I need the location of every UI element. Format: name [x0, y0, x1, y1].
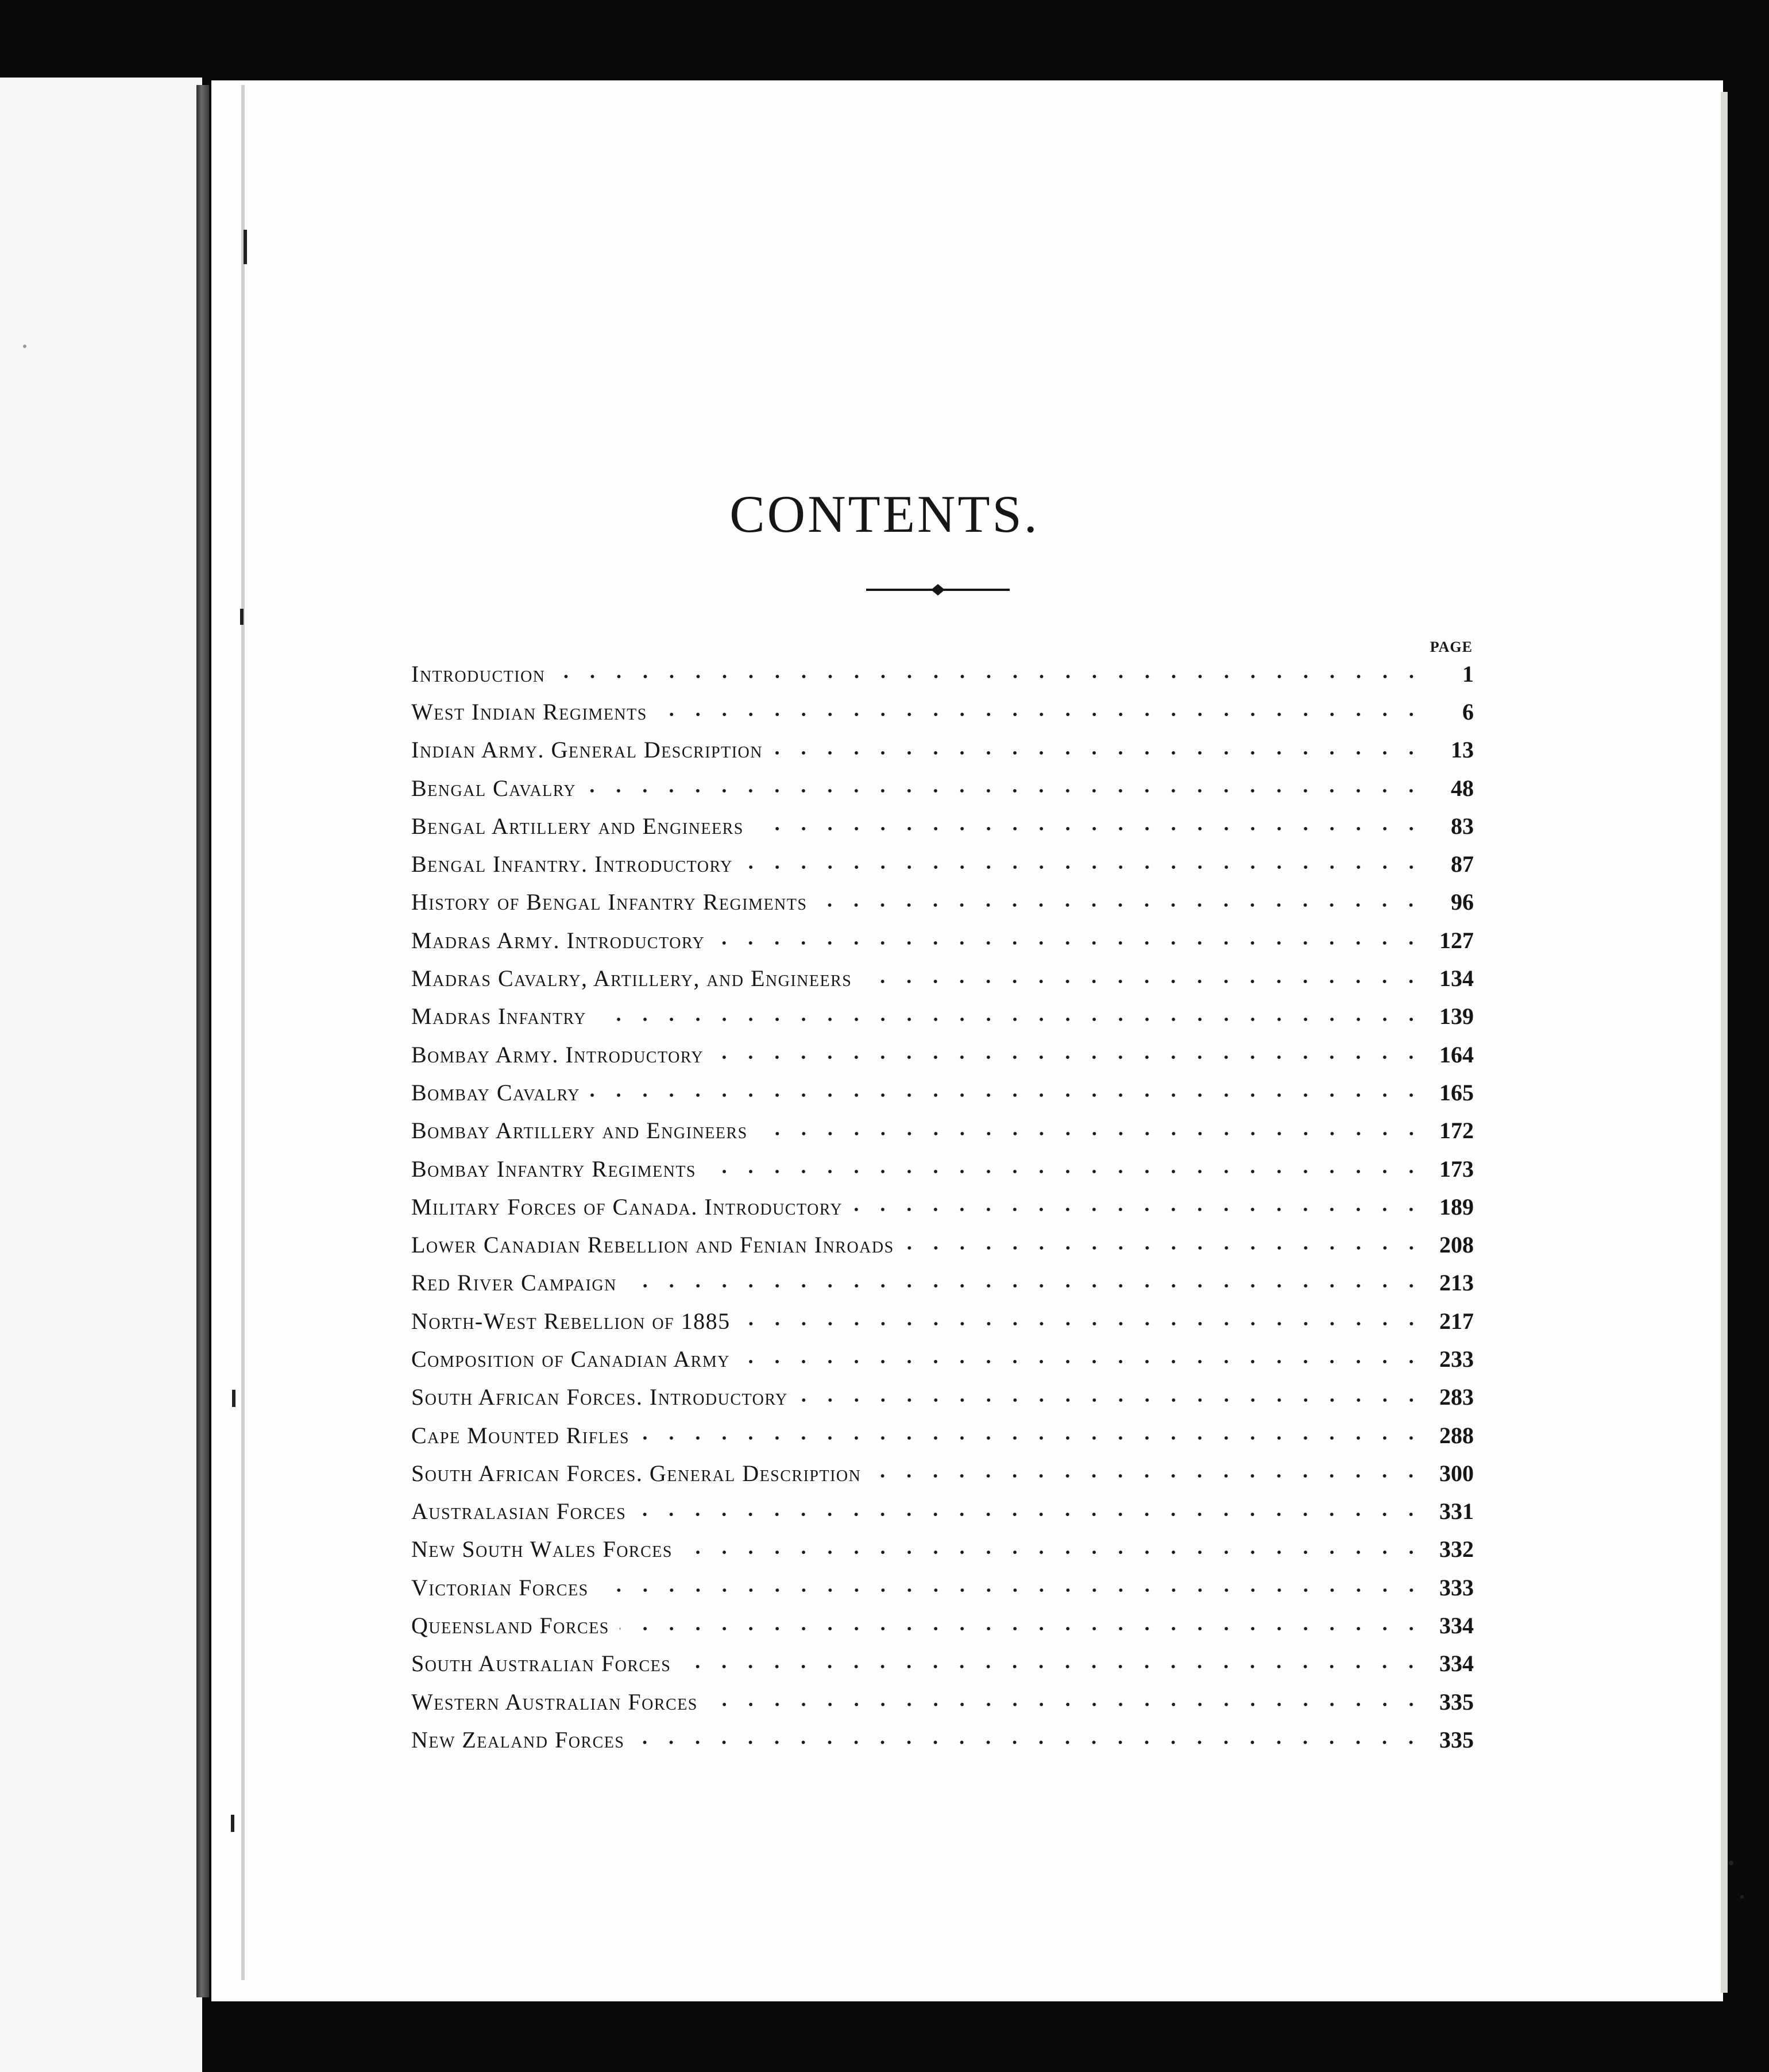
toc-entry-title: Bengal Artillery and Engineers — [411, 813, 744, 839]
toc-entry-title: North-West Rebellion of 1885 — [411, 1308, 731, 1334]
gutter-mark — [232, 1390, 235, 1407]
toc-entry-title: Australasian Forces — [411, 1498, 627, 1525]
toc-entry-page-number: 335 — [1439, 1688, 1474, 1715]
gutter-mark — [240, 609, 244, 625]
dot-leader — [683, 1549, 1424, 1556]
toc-entry-page-number: 334 — [1439, 1650, 1474, 1677]
toc-entry-title: New Zealand Forces — [411, 1726, 625, 1753]
toc-entry-title: Military Forces of Canada. Introductory — [411, 1193, 843, 1220]
facing-page-edge — [0, 78, 202, 2072]
toc-entry — [411, 1226, 1474, 1263]
toc-entry-page-number: 288 — [1439, 1422, 1474, 1448]
toc-entry-page-number: 164 — [1439, 1041, 1474, 1068]
toc-entry-title: Bombay Artillery and Engineers — [411, 1118, 748, 1144]
dot-leader — [714, 1054, 1424, 1061]
dot-leader — [590, 1092, 1424, 1099]
scan-speck — [1729, 1861, 1733, 1865]
toc-entry — [411, 1112, 1474, 1150]
toc-entry-title: South Australian Forces — [411, 1650, 671, 1677]
toc-entry-title: West Indian Regiments — [411, 698, 647, 725]
dot-leader — [798, 1397, 1424, 1404]
toc-entry — [411, 1416, 1474, 1454]
page-title: CONTENTS. — [729, 485, 1040, 543]
dot-leader — [817, 902, 1424, 909]
toc-entry-title: Victorian Forces — [411, 1574, 589, 1601]
toc-entry-page-number: 335 — [1439, 1726, 1474, 1753]
dot-leader — [740, 1358, 1424, 1365]
toc-entry-title: Introduction — [411, 660, 546, 687]
dot-leader — [754, 825, 1424, 832]
toc-entry — [411, 1568, 1474, 1606]
toc-entry-page-number: 13 — [1451, 737, 1474, 763]
toc-entry-page-number: 6 — [1462, 698, 1474, 725]
toc-entry-page-number: 331 — [1439, 1498, 1474, 1525]
dot-leader — [715, 940, 1424, 946]
dot-leader — [556, 673, 1424, 680]
dot-leader — [636, 1511, 1424, 1518]
toc-entry-title: Bengal Cavalry — [411, 775, 577, 801]
dot-leader — [871, 1472, 1424, 1479]
toc-entry-title: Bombay Cavalry — [411, 1079, 580, 1105]
toc-entry-page-number: 165 — [1439, 1079, 1474, 1105]
toc-entry-title: Indian Army. General Description — [411, 737, 763, 763]
toc-entry-title: Lower Canadian Rebellion and Fenian Inroads — [411, 1232, 894, 1258]
toc-entry-title: New South Wales Forces — [411, 1536, 673, 1563]
dot-leader — [706, 1168, 1424, 1175]
dot-leader — [620, 1625, 1424, 1632]
toc-entry — [411, 693, 1474, 730]
toc-entry-title: Bengal Infantry. Introductory — [411, 851, 733, 877]
toc-entry-page-number: 127 — [1439, 927, 1474, 953]
toc-entry — [411, 959, 1474, 997]
toc-entry-title: Cape Mounted Rifles — [411, 1422, 630, 1448]
dot-leader — [853, 1206, 1424, 1213]
dot-leader — [708, 1701, 1424, 1708]
toc-entry — [411, 1073, 1474, 1111]
toc-entry-page-number: 48 — [1451, 775, 1474, 801]
toc-entry-page-number: 334 — [1439, 1613, 1474, 1639]
scan-speck — [1740, 1895, 1744, 1899]
toc-entry-page-number: 283 — [1439, 1384, 1474, 1410]
dot-leader — [862, 978, 1424, 985]
book-gutter — [196, 85, 209, 1997]
dot-leader — [640, 1435, 1424, 1441]
dot-leader — [635, 1739, 1424, 1746]
toc-entry-page-number: 96 — [1451, 889, 1474, 915]
toc-entry-page-number: 1 — [1462, 660, 1474, 687]
toc-entry — [411, 998, 1474, 1035]
toc-entry-page-number: 300 — [1439, 1460, 1474, 1486]
dot-leader — [681, 1663, 1424, 1670]
dot-leader — [773, 749, 1424, 756]
toc-entry — [411, 1035, 1474, 1073]
toc-entry — [411, 1264, 1474, 1302]
toc-entry-title: Madras Cavalry, Artillery, and Engineers — [411, 965, 852, 992]
toc-entry-page-number: 333 — [1439, 1574, 1474, 1601]
toc-entry — [411, 1683, 1474, 1721]
toc-entry-page-number: 173 — [1439, 1155, 1474, 1182]
dot-leader — [658, 711, 1424, 718]
toc-entry-title: Red River Campaign — [411, 1270, 617, 1296]
table-of-contents — [411, 655, 1474, 1759]
dot-leader — [741, 1320, 1424, 1327]
dot-leader — [586, 787, 1424, 794]
toc-entry-title: South African Forces. General Description — [411, 1460, 862, 1486]
dot-leader — [597, 1016, 1424, 1023]
dot-leader — [758, 1130, 1424, 1137]
toc-entry-title: Composition of Canadian Army — [411, 1346, 730, 1372]
toc-entry — [411, 655, 1474, 693]
toc-entry — [411, 1378, 1474, 1416]
dot-leader — [627, 1282, 1424, 1289]
toc-entry — [411, 1340, 1474, 1378]
toc-entry-page-number: 189 — [1439, 1193, 1474, 1220]
toc-entry — [411, 845, 1474, 883]
gutter-shadow-line — [241, 85, 245, 1980]
toc-entry — [411, 921, 1474, 959]
toc-entry-title: Western Australian Forces — [411, 1688, 698, 1715]
toc-entry — [411, 1454, 1474, 1492]
toc-entry-page-number: 172 — [1439, 1118, 1474, 1144]
toc-entry-page-number: 217 — [1439, 1308, 1474, 1334]
toc-entry — [411, 1188, 1474, 1226]
toc-entry — [411, 883, 1474, 921]
toc-entry-title: Madras Army. Introductory — [411, 927, 705, 953]
toc-entry-page-number: 139 — [1439, 1003, 1474, 1030]
toc-entry-title: Queensland Forces — [411, 1613, 609, 1639]
gutter-mark — [231, 1815, 234, 1832]
page-edge — [1721, 92, 1728, 1993]
toc-entry — [411, 1302, 1474, 1340]
toc-entry-title: Madras Infantry — [411, 1003, 586, 1030]
dot-leader — [599, 1587, 1424, 1594]
scan-speck — [23, 345, 26, 348]
toc-entry — [411, 731, 1474, 769]
toc-entry — [411, 1493, 1474, 1530]
toc-entry — [411, 1645, 1474, 1683]
title-ornament — [866, 581, 1010, 598]
toc-entry-page-number: 332 — [1439, 1536, 1474, 1563]
toc-entry-page-number: 83 — [1451, 813, 1474, 839]
toc-entry — [411, 1150, 1474, 1188]
toc-entry-page-number: 233 — [1439, 1346, 1474, 1372]
toc-entry — [411, 1606, 1474, 1644]
toc-entry-title: Bombay Army. Introductory — [411, 1041, 704, 1068]
dot-leader — [905, 1244, 1424, 1251]
dot-leader — [743, 864, 1424, 871]
toc-entry-title: South African Forces. Introductory — [411, 1384, 788, 1410]
toc-entry — [411, 1530, 1474, 1568]
toc-entry-page-number: 213 — [1439, 1270, 1474, 1296]
gutter-mark — [244, 230, 247, 264]
page-column-header: PAGE — [1430, 639, 1473, 655]
toc-entry — [411, 807, 1474, 845]
toc-entry-page-number: 134 — [1439, 965, 1474, 992]
toc-entry-page-number: 208 — [1439, 1232, 1474, 1258]
toc-entry — [411, 769, 1474, 807]
toc-entry — [411, 1721, 1474, 1758]
toc-entry-title: Bombay Infantry Regiments — [411, 1155, 696, 1182]
toc-entry-page-number: 87 — [1451, 851, 1474, 877]
toc-entry-title: History of Bengal Infantry Regiments — [411, 889, 808, 915]
